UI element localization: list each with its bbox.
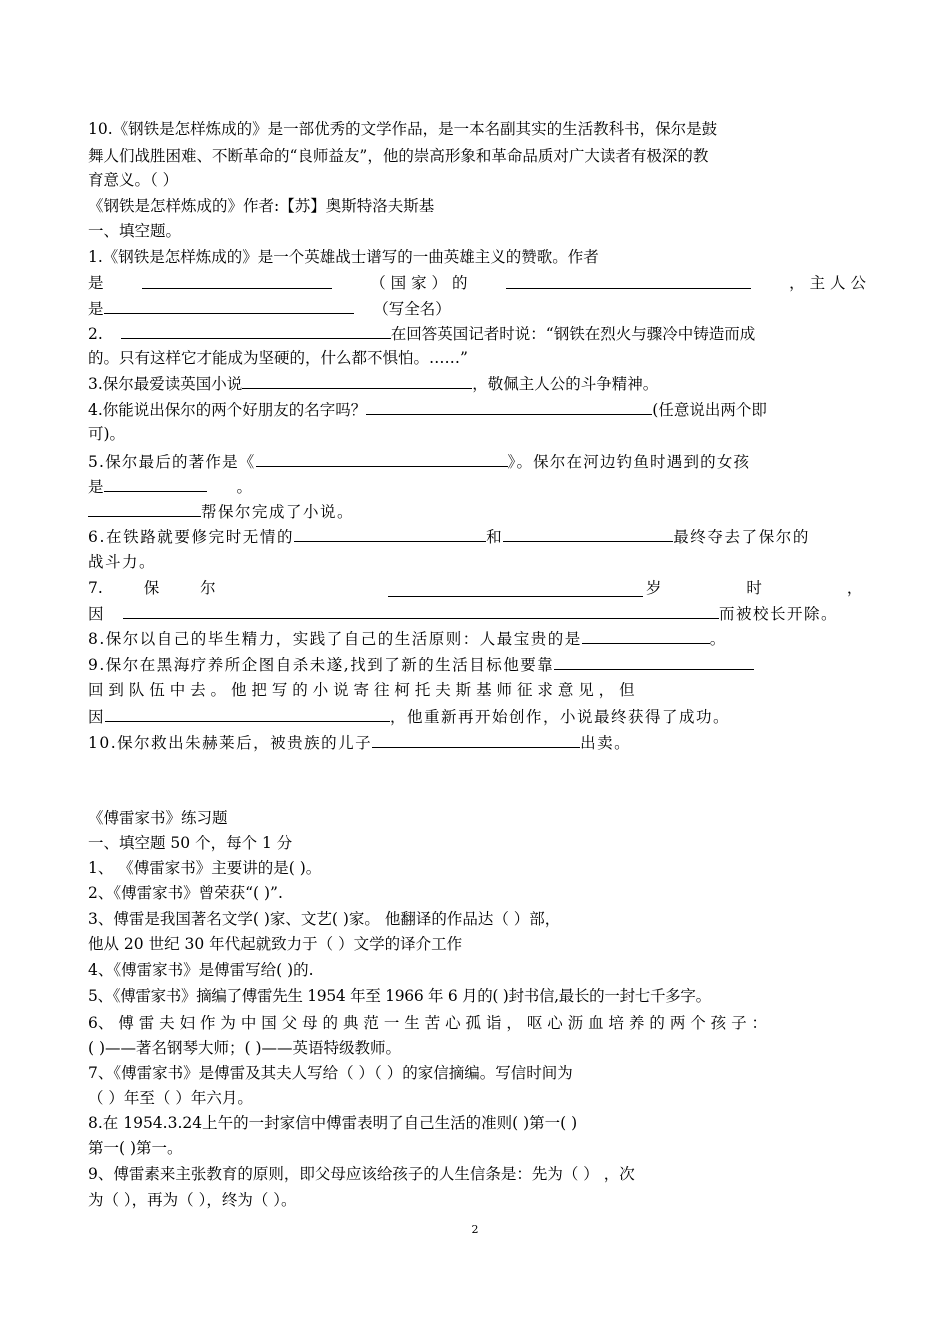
answer-blank[interactable] — [123, 603, 719, 619]
fulei-q3-line1: 3、傅雷是我国著名文学( )家、文艺( )家。 他翻译的作品达（ ）部， — [88, 910, 561, 928]
fill-q7-text: 7. 保 尔 — [88, 579, 216, 597]
fill-q10 — [88, 732, 631, 753]
fill-q9-line2: 回 到 队 伍 中 去 。 他 把 写 的 小 说 寄 往 柯 托 夫 斯 基 师 征 求 意 见 ， 但 — [88, 681, 635, 699]
fill-q2-text: 在回答英国记者时说：“钢铁在烈火与骤冷中铸造而成 — [390, 325, 756, 343]
fulei-q9-line2: 为（ ），再为（ ），终为（ ）。 — [88, 1191, 297, 1209]
fulei-title: 《傅雷家书》练习题 — [88, 809, 228, 827]
fill-q3-suffix: ，敬佩主人公的斗争精神。 — [472, 375, 659, 393]
answer-blank[interactable] — [104, 476, 207, 492]
fill-q1-country: （ 国 家 ） 的 — [370, 274, 468, 292]
fill-q5-line2 — [88, 476, 252, 497]
fill-q9-text: 9.保尔在黑海疗养所企图自杀未遂,找到了新的生活目标他要靠 — [88, 656, 555, 674]
fill-q9-prefix: 因 — [88, 708, 106, 726]
fill-q6-line2: 战斗力。 — [88, 553, 157, 571]
answer-blank[interactable] — [256, 451, 508, 467]
fill-q10-text: 10.保尔救出朱赫莱后，被贵族的儿子 — [88, 734, 373, 752]
fulei-q6-line2: ( )——著名钢琴大师；( )——英语特级教师。 — [88, 1039, 402, 1057]
fill-q7-suffix: 岁 时 ， — [646, 579, 863, 597]
fulei-q4: 4、《傅雷家书》是傅雷写给( )的. — [88, 961, 314, 979]
fulei-q7-line2: （ ）年至（ ）年六月。 — [88, 1089, 253, 1107]
fulei-q2: 2、《傅雷家书》曾荣获“( )”. — [88, 884, 283, 902]
answer-blank[interactable] — [372, 732, 580, 748]
fill-q8 — [88, 628, 727, 649]
section-title: 一、填空题。 — [88, 222, 182, 240]
fill-q4-suffix: (任意说出两个即 — [652, 401, 767, 419]
answer-blank[interactable] — [554, 654, 754, 670]
fill-q8-text: 8.保尔以自己的毕生精力，实践了自己的生活原则：人最宝贵的是 — [88, 630, 582, 648]
fill-q9-suffix: ，他重新再开始创作，小说最终获得了成功。 — [390, 708, 731, 726]
fill-q2-number: 2. — [88, 325, 103, 343]
fill-q5-text: 5.保尔最后的著作是《 — [88, 453, 256, 471]
fill-q8-period: 。 — [709, 630, 727, 648]
answer-blank[interactable] — [582, 628, 710, 644]
answer-blank[interactable] — [366, 399, 652, 415]
judgment-q10-line3: 育意义。（ ） — [88, 171, 179, 189]
fill-q2-line1 — [88, 323, 755, 344]
fill-q4-text: 4.你能说出保尔的两个好朋友的名字吗？ — [88, 401, 367, 419]
fill-q5-prefix: 是 — [88, 478, 104, 496]
answer-blank[interactable] — [294, 526, 486, 542]
fill-q5-line1 — [88, 451, 750, 472]
fulei-section-title: 一、填空题 50 个，每个 1 分 — [88, 834, 293, 852]
fulei-q7-line1: 7、《傅雷家书》是傅雷及其夫人写给（ ）（ ）的家信摘编。写信时间为 — [88, 1064, 573, 1082]
fill-q10-suffix: 出卖。 — [580, 734, 632, 752]
answer-blank[interactable] — [142, 273, 332, 289]
fill-q7-prefix: 因 — [88, 605, 106, 623]
answer-blank[interactable] — [88, 501, 201, 517]
answer-blank[interactable] — [503, 526, 673, 542]
fulei-q3-line2: 他从 20 世纪 30 年代起就致力于（ ）文学的译介工作 — [88, 935, 463, 953]
fill-q4-line1 — [88, 399, 767, 420]
fulei-q1: 1、 《傅雷家书》主要讲的是( )。 — [88, 859, 322, 877]
fill-q6-and: 和 — [486, 528, 504, 546]
fill-q1-protagonist: ， 主 人 公 — [789, 274, 866, 292]
fill-q1-prefix: 是 — [88, 274, 104, 292]
fill-q3-text: 3.保尔最爱读英国小说 — [88, 375, 243, 393]
fill-q1-line1: 1.《钢铁是怎样炼成的》是一个英雄战士谱写的一曲英雄主义的赞歌。作者 — [88, 248, 599, 266]
answer-blank[interactable] — [506, 273, 751, 289]
answer-blank[interactable] — [121, 323, 391, 339]
fulei-q8-line1: 8.在 1954.3.24上午的一封家信中傅雷表明了自己生活的准则( )第一( ) — [88, 1114, 578, 1132]
fill-q5-line3 — [88, 501, 354, 522]
fulei-q8-line2: 第一( )第一。 — [88, 1139, 183, 1157]
answer-blank[interactable] — [242, 373, 472, 389]
judgment-q10-line2: 舞人们战胜困难、不断革命的“良师益友”，他的崇高形象和革命品质对广大读者有极深的教 — [88, 147, 709, 165]
fill-q1-line2 — [88, 273, 866, 293]
fill-q7-line2 — [88, 603, 838, 624]
answer-blank[interactable] — [105, 706, 390, 722]
fulei-q5: 5、《傅雷家书》摘编了傅雷先生 1954 年至 1966 年 6 月的( )封书信,最长的一封七千多字。 — [88, 987, 711, 1005]
fill-q9-line1 — [88, 654, 754, 675]
book-author-line: 《钢铁是怎样炼成的》作者:【苏】奥斯特洛夫斯基 — [88, 197, 435, 215]
judgment-q10-line1: 10.《钢铁是怎样炼成的》是一部优秀的文学作品，是一本名副其实的生活教科书，保尔是鼓 — [88, 120, 718, 138]
fill-q6-text: 6.在铁路就要修完时无情的 — [88, 528, 295, 546]
fill-q4-line2: 可)。 — [88, 425, 126, 443]
fill-q1-prefix: 是 — [88, 300, 104, 318]
fill-q6-line1 — [88, 526, 810, 547]
fill-q5-suffix: 》。保尔在河边钓鱼时遇到的女孩 — [507, 453, 751, 471]
fulei-q9-line1: 9、傅雷素来主张教育的原则，即父母应该给孩子的人生信条是：先为（ ） ，次 — [88, 1165, 635, 1183]
fill-q2-line2: 的。只有这样它才能成为坚硬的，什么都不惧怕。……” — [88, 349, 468, 367]
answer-blank[interactable] — [104, 298, 354, 314]
page-number: 2 — [471, 1223, 479, 1236]
answer-blank[interactable] — [388, 581, 643, 597]
fill-q7-line2-suffix: 而被校长开除。 — [719, 605, 839, 623]
fill-q9-line3 — [88, 706, 730, 727]
fill-q5-line3-text: 帮保尔完成了小说。 — [201, 503, 355, 521]
fill-q1-suffix: （写全名） — [373, 300, 451, 318]
fill-q5-period: 。 — [236, 478, 253, 496]
fill-q3 — [88, 373, 658, 394]
fulei-q6-line1: 6、 傅 雷 夫 妇 作 为 中 国 父 母 的 典 范 一 生 苦 心 孤 诣 ， 呕 心 沥 血 培 养 的 两 个 孩 子 ： — [88, 1014, 768, 1032]
fill-q1-line3 — [88, 298, 451, 319]
fill-q6-suffix: 最终夺去了保尔的 — [673, 528, 811, 546]
